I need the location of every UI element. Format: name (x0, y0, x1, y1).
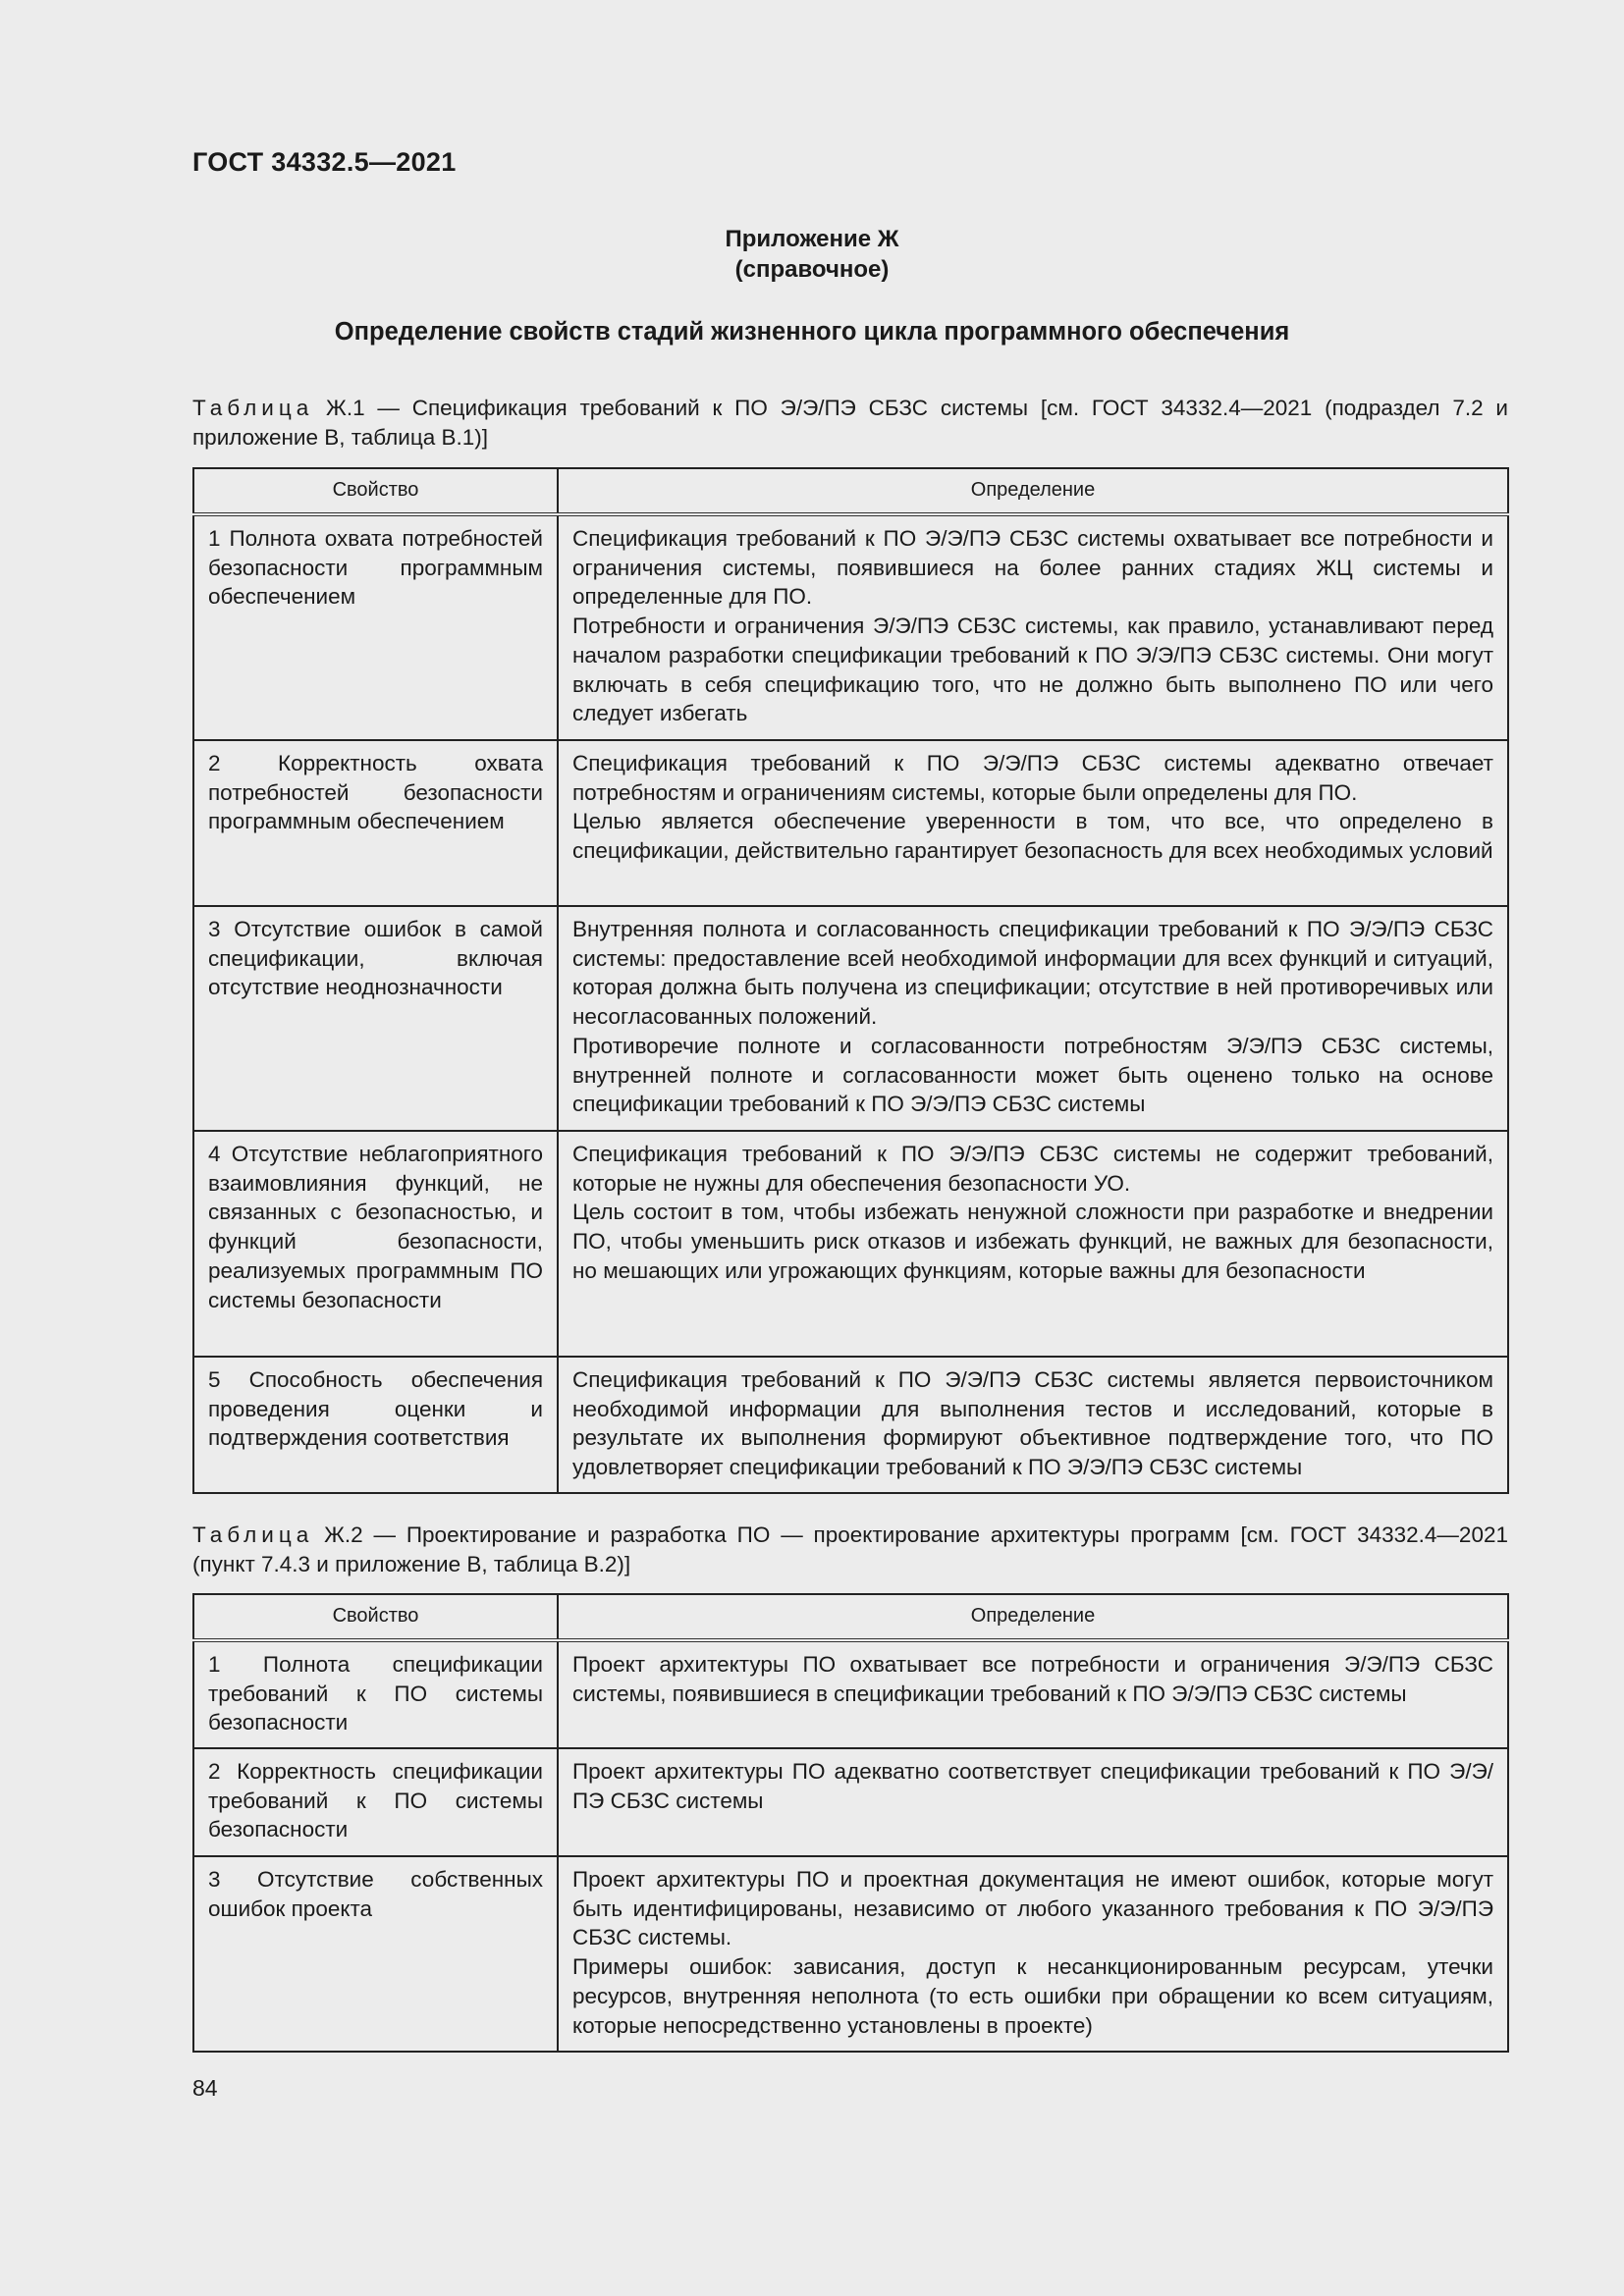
table2-header-row (193, 1594, 1508, 1640)
table2-caption (192, 1521, 1508, 1579)
appendix-title: Приложение Ж (725, 226, 899, 252)
table-row (193, 1748, 1508, 1856)
table2-caption-label: Таблица (192, 1522, 314, 1547)
property-cell: 1 Полнота спецификации требований к ПО системы безопасности (193, 1640, 558, 1748)
appendix-subtitle: (справочное) (734, 256, 890, 283)
table1-caption (192, 394, 1508, 453)
definition-paragraph: Примеры ошибок: зависания, доступ к несанкционированным ресурсам, утечки ресурсов, внутренняя неполнота (то есть ошибки при обращении ко всем ситуациям, которые непосредственно установлены в проекте) (572, 1954, 1493, 2038)
table1 (192, 467, 1509, 1494)
property-cell: 3 Отсутствие ошибок в самой спецификации, включая отсутствие неоднозначности (193, 906, 558, 1131)
definition-paragraph: Потребности и ограничения Э/Э/ПЭ СБЗС системы, как правило, устанавливают перед началом разработки спецификации требований к ПО Э/Э/ПЭ СБЗС системы. Они могут включать в себя спецификацию того, что не должно быть выполнено ПО или чего следует избегать (572, 614, 1493, 726)
table-row (193, 1640, 1508, 1748)
property-cell: 4 Отсутствие неблагоприятного взаимовлияния функций, не связанных с безопасностью, и функций безопасности, реализуемых программным ПО системы безопасности (193, 1131, 558, 1357)
definition-paragraph: Спецификация требований к ПО Э/Э/ПЭ СБЗС системы адекватно отвечает потребностям и ограничениям системы, которые были определены для ПО. (572, 751, 1493, 805)
document-code: ГОСТ 34332.5—2021 (192, 147, 457, 177)
definition-paragraph: Целью является обеспечение уверенности в том, что все, что определено в спецификации, действительно гарантирует безопасность для всех необходимых условий (572, 809, 1493, 864)
definition-cell (558, 906, 1508, 1131)
table-row (193, 1357, 1508, 1493)
table1-header-property: Свойство (193, 468, 558, 514)
definition-paragraph: Проект архитектуры ПО адекватно соответствует спецификации требований к ПО Э/Э/ПЭ СБЗС системы (572, 1759, 1493, 1813)
definition-cell (558, 1131, 1508, 1357)
table-row (193, 1856, 1508, 2052)
definition-cell (558, 514, 1508, 740)
definition-paragraph: Проект архитектуры ПО и проектная документация не имеют ошибок, которые могут быть идентифицированы, независимо от любого указанного требования к ПО Э/Э/ПЭ СБЗС системы. (572, 1867, 1493, 1950)
table1-caption-text: Ж.1 — Спецификация требований к ПО Э/Э/ПЭ СБЗС системы [см. ГОСТ 34332.4—2021 (подраздел 7.2 и приложение В, таблица В.1)] (192, 396, 1508, 450)
table2-caption-text: Ж.2 — Проектирование и разработка ПО — проектирование архитектуры программ [см. ГОСТ 34332.4—2021 (пункт 7.4.3 и приложение В, таблица В.2)] (192, 1522, 1508, 1576)
definition-cell (558, 740, 1508, 906)
property-cell: 2 Корректность спецификации требований к ПО системы безопасности (193, 1748, 558, 1856)
property-cell: 3 Отсутствие собственных ошибок проекта (193, 1856, 558, 2052)
definition-paragraph: Спецификация требований к ПО Э/Э/ПЭ СБЗС системы не содержит требований, которые не нужны для обеспечения безопасности УО. (572, 1142, 1493, 1196)
definition-paragraph: Проект архитектуры ПО охватывает все потребности и ограничения Э/Э/ПЭ СБЗС системы, появившиеся в спецификации требований к ПО Э/Э/ПЭ СБЗС системы (572, 1652, 1493, 1706)
table1-header-row (193, 468, 1508, 514)
table-row (193, 1131, 1508, 1357)
table-row (193, 514, 1508, 740)
table2 (192, 1593, 1509, 2053)
definition-paragraph: Цель состоит в том, чтобы избежать ненужной сложности при разработке и внедрении ПО, чтобы уменьшить риск отказов и избежать функций, не важных для безопасности, но мешающих или угрожающих функциям, которые важны для безопасности (572, 1200, 1493, 1283)
table1-caption-label: Таблица (192, 396, 314, 420)
table-row (193, 740, 1508, 906)
table2-header-definition: Определение (558, 1594, 1508, 1640)
section-title: Определение свойств стадий жизненного цикла программного обеспечения (334, 318, 1290, 346)
table2-header-property: Свойство (193, 1594, 558, 1640)
appendix-heading (0, 224, 1624, 285)
definition-cell (558, 1856, 1508, 2052)
definition-paragraph: Спецификация требований к ПО Э/Э/ПЭ СБЗС системы охватывает все потребности и ограничения системы, появившиеся на более ранних стадиях ЖЦ системы и определенные для ПО. (572, 526, 1493, 610)
definition-cell (558, 1640, 1508, 1748)
table1-header-definition: Определение (558, 468, 1508, 514)
definition-paragraph: Спецификация требований к ПО Э/Э/ПЭ СБЗС системы является первоисточником необходимой информации для выполнения тестов и исследований, которые в результате их выполнения формируют объективное подтверждение того, что ПО удовлетворяет спецификации требований к ПО Э/Э/ПЭ СБЗС системы (572, 1367, 1493, 1480)
property-cell: 2 Корректность охвата потребностей безопасности программным обеспечением (193, 740, 558, 906)
definition-paragraph: Внутренняя полнота и согласованность спецификации требований к ПО Э/Э/ПЭ СБЗС системы: предоставление всей необходимой информации для всех функций и ситуаций, которая должна быть получена из спецификации; отсутствие в ней противоречивых или несогласованных положений. (572, 917, 1493, 1030)
table-row (193, 906, 1508, 1131)
property-cell: 1 Полнота охвата потребностей безопасности программным обеспечением (193, 514, 558, 740)
property-cell: 5 Способность обеспечения проведения оценки и подтверждения соответствия (193, 1357, 558, 1493)
definition-cell (558, 1357, 1508, 1493)
page-number: 84 (192, 2075, 218, 2101)
definition-paragraph: Противоречие полноте и согласованности потребностям Э/Э/ПЭ СБЗС системы, внутренней полноте и согласованности может быть оценено только на основе спецификации требований к ПО Э/Э/ПЭ СБЗС системы (572, 1033, 1493, 1117)
definition-cell (558, 1748, 1508, 1856)
